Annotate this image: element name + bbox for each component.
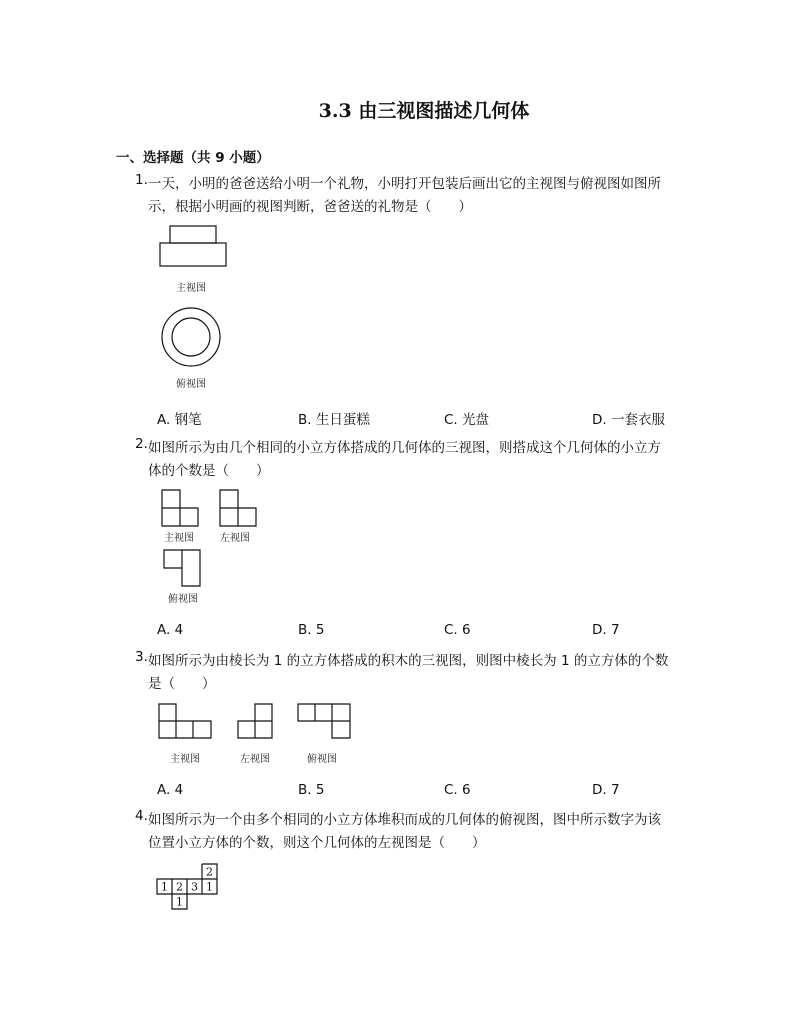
left-view-squares	[220, 490, 256, 526]
question-text-line: 如图所示为一个由多个相同的小立方体堆积而成的几何体的俯视图，图中所示数字为该	[148, 812, 661, 828]
option-c[interactable]: C. 6	[444, 782, 471, 798]
page-title: 3.3 由三视图描述几何体	[318, 100, 530, 122]
option-d[interactable]: D. 7	[592, 622, 620, 638]
inner-circle	[172, 318, 210, 356]
question-number: 4.	[135, 808, 148, 824]
option-b[interactable]: B. 5	[298, 622, 325, 638]
option-a[interactable]: A. 钢笔	[157, 412, 202, 428]
option-a[interactable]: A. 4	[157, 782, 184, 798]
question-number: 1.	[135, 172, 148, 188]
front-view-figure	[155, 223, 235, 273]
front-view-squares	[159, 704, 211, 738]
left-view-squares	[238, 704, 272, 738]
front-view-figure	[157, 702, 215, 740]
grid-number: 2	[206, 865, 213, 879]
grid-number: 1	[161, 880, 168, 894]
outer-circle	[162, 308, 220, 366]
question-number: 2.	[135, 436, 148, 452]
top-view-number-grid	[156, 862, 222, 910]
question-text-line: 如图所示为由几个相同的小立方体搭成的几何体的三视图，则搭成这个几何体的小立方	[148, 440, 661, 456]
option-b[interactable]: B. 5	[298, 782, 325, 798]
top-view-figure	[296, 702, 354, 740]
question-text-line: 是（ ）	[148, 676, 216, 692]
figure-top-block	[170, 226, 216, 243]
question-text-line: 体的个数是（ ）	[148, 463, 270, 479]
figure-caption: 俯视图	[307, 754, 337, 765]
left-view-figure	[236, 702, 278, 740]
grid-number: 1	[206, 880, 213, 894]
grid-number: 1	[176, 895, 183, 909]
top-view-figure	[158, 305, 228, 373]
option-a[interactable]: A. 4	[157, 622, 184, 638]
question-text-line: 位置小立方体的个数，则这个几何体的左视图是（ ）	[148, 835, 486, 851]
figure-caption: 左视图	[220, 533, 250, 544]
section-heading: 一、选择题（共 9 小题）	[116, 150, 270, 166]
figure-caption: 主视图	[170, 754, 200, 765]
option-c[interactable]: C. 光盘	[444, 412, 490, 428]
figure-caption: 俯视图	[168, 594, 198, 605]
top-view-squares	[298, 704, 350, 738]
top-view-figure	[162, 548, 204, 588]
question-text-line: 示，根据小明画的视图判断，爸爸送的礼物是（ ）	[148, 199, 472, 215]
figure-caption: 主视图	[176, 283, 206, 294]
front-view-figure	[160, 488, 202, 528]
top-view-squares	[164, 550, 200, 586]
front-view-squares	[162, 490, 198, 526]
question-text-line: 如图所示为由棱长为 1 的立方体搭成的积木的三视图，则图中棱长为 1 的立方体的个数	[148, 653, 669, 669]
option-c[interactable]: C. 6	[444, 622, 471, 638]
figure-caption: 主视图	[164, 533, 194, 544]
figure-caption: 俯视图	[176, 379, 206, 390]
left-view-figure	[218, 488, 260, 528]
question-number: 3.	[135, 649, 148, 665]
grid-number: 3	[191, 880, 198, 894]
figure-base-block	[160, 243, 226, 266]
figure-caption: 左视图	[240, 754, 270, 765]
option-b[interactable]: B. 生日蛋糕	[298, 412, 370, 428]
option-d[interactable]: D. 7	[592, 782, 620, 798]
question-text-line: 一天，小明的爸爸送给小明一个礼物，小明打开包装后画出它的主视图与俯视图如图所	[148, 176, 661, 192]
option-d[interactable]: D. 一套衣服	[592, 412, 665, 428]
grid-number: 2	[176, 880, 183, 894]
